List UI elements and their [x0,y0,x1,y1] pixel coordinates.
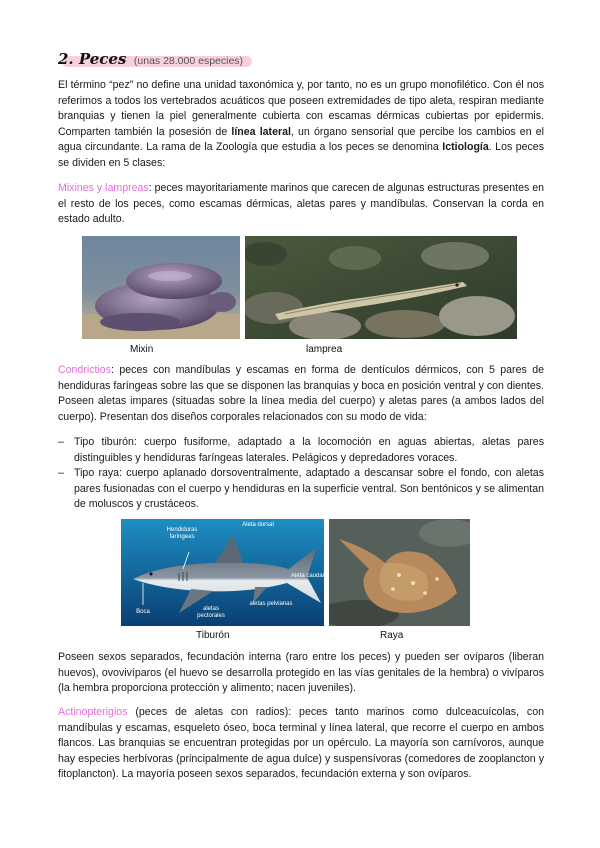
actinopterigios-text: (peces de aletas con radios): peces tanto marinos como dulceacuícolas, con mandíbulas y escamas, esqueleto óseo, boca terminal y línea lateral, que recorre el cuerpo en ambos flancos. Las branquias se encuentran protegidas por un opérculo. La mayoría son carnívoros, aunque hay especies herbívoras (principalmente de agua dulce) y suspensívoras (comedores de zooplancton y fitoplancton). La mayoría poseen sexos separados, fecundación externa y son ovíparos. [58,706,544,781]
label-boca: Boca [136,609,150,615]
list-item [58,435,544,466]
intro-paragraph [58,78,544,172]
ray-photo [329,519,470,626]
intro-bold-ictiologia: Ictiología [442,141,489,154]
label-aleta-caudal: Aleta caudal [291,573,324,579]
intro-bold-linea-lateral: línea lateral [231,125,291,138]
shark-diagram [121,519,324,626]
condrictios-label: Condrictios [58,364,111,376]
section-heading [58,50,243,68]
body-type-list [58,435,544,513]
label-aletas-pelvianas: aletas pelvianas [249,601,293,607]
intro-text-3: . Los peces se dividen en 5 clases: [58,141,544,169]
label-aletas-pectorales: aletas pectorales [197,606,225,619]
caption-raya: Raya [380,630,404,641]
mixines-text: : peces mayoritariamente marinos que carecen de algunas estructuras presentes en el resto de los peces, como escamas dérmicas, aletas pares y mandíbulas. Conservan la corda en estado adulto. [58,182,544,226]
lamprey-photo [245,236,517,339]
caption-tiburon: Tiburón [196,630,230,641]
label-hendiduras: Hendiduras faríngeas [166,527,198,540]
caption-mixin: Mixin [130,344,154,355]
mixines-label: Mixines y lampreas [58,182,149,194]
mixines-paragraph [58,181,544,228]
heading-subtitle: (unas 28.000 especies) [133,55,244,67]
actinopterigios-paragraph [58,705,544,783]
condrictios-paragraph [58,363,544,425]
list-item-text: Tipo tiburón: cuerpo fusiforme, adaptado a la locomoción en aguas abiertas, aletas pares distinguibles y hendiduras faríngeas laterales. Pelágicos y depredadores voraces. [74,436,544,464]
list-item-text: Tipo raya: cuerpo aplanado dorsoventralmente, adaptado a descansar sobre el fondo, con aletas pares fusionadas con el cuerpo y hendiduras en la superficie ventral. Son bentónicos y se alimentan de moluscos y crustáceos. [74,467,544,511]
intro-text-2: , un órgano sensorial que percibe los cambios en el agua circundante. La rama de la Zoología que estudia a los peces se denomina [58,125,545,154]
actinopterigios-label: Actinopterigios [58,706,128,718]
list-dash: – [58,467,64,480]
condrictios-text: : peces con mandíbulas y escamas en forma de dentículos dérmicos, con 5 pares de hendiduras faríngeas sobre las que se disponen las branquias y boca en posición ventral y con dientes. Poseen aletas impares (situadas sobre la línea media del cuerpo) y aletas pares (a ambos lados del cuerpo). Presentan dos diseños corporales relacionados con su modo de vida: [58,364,544,423]
list-item [58,466,544,513]
heading-title: 2. Peces [58,50,127,68]
list-dash: – [58,436,64,448]
intro-text-1: El término “pez” no define una unidad taxonómica y, por tanto, no es un grupo monofilético. Con él nos referimos a todos los vertebrados acuáticos que poseen extremidades de tipo aleta, respiran mediante branquias y tienen la piel generalmente cubierta con escamas dérmicas cubiertas por epidermis. Comparten también la posesión de [58,79,544,138]
reproduction-paragraph: Poseen sexos separados, fecundación interna (raro entre los peces) y pueden ser ovíparos (liberan huevos), ovovivíparos (el huevo se desarrolla protegido en las vías genitales de la hembra) o vivíparos (la hembra proporciona protección y alimento; nacen juveniles). [58,651,544,695]
caption-lamprea: lamprea [306,344,343,355]
label-aleta-dorsal: Aleta dorsal [242,522,274,528]
hagfish-photo [82,236,240,339]
